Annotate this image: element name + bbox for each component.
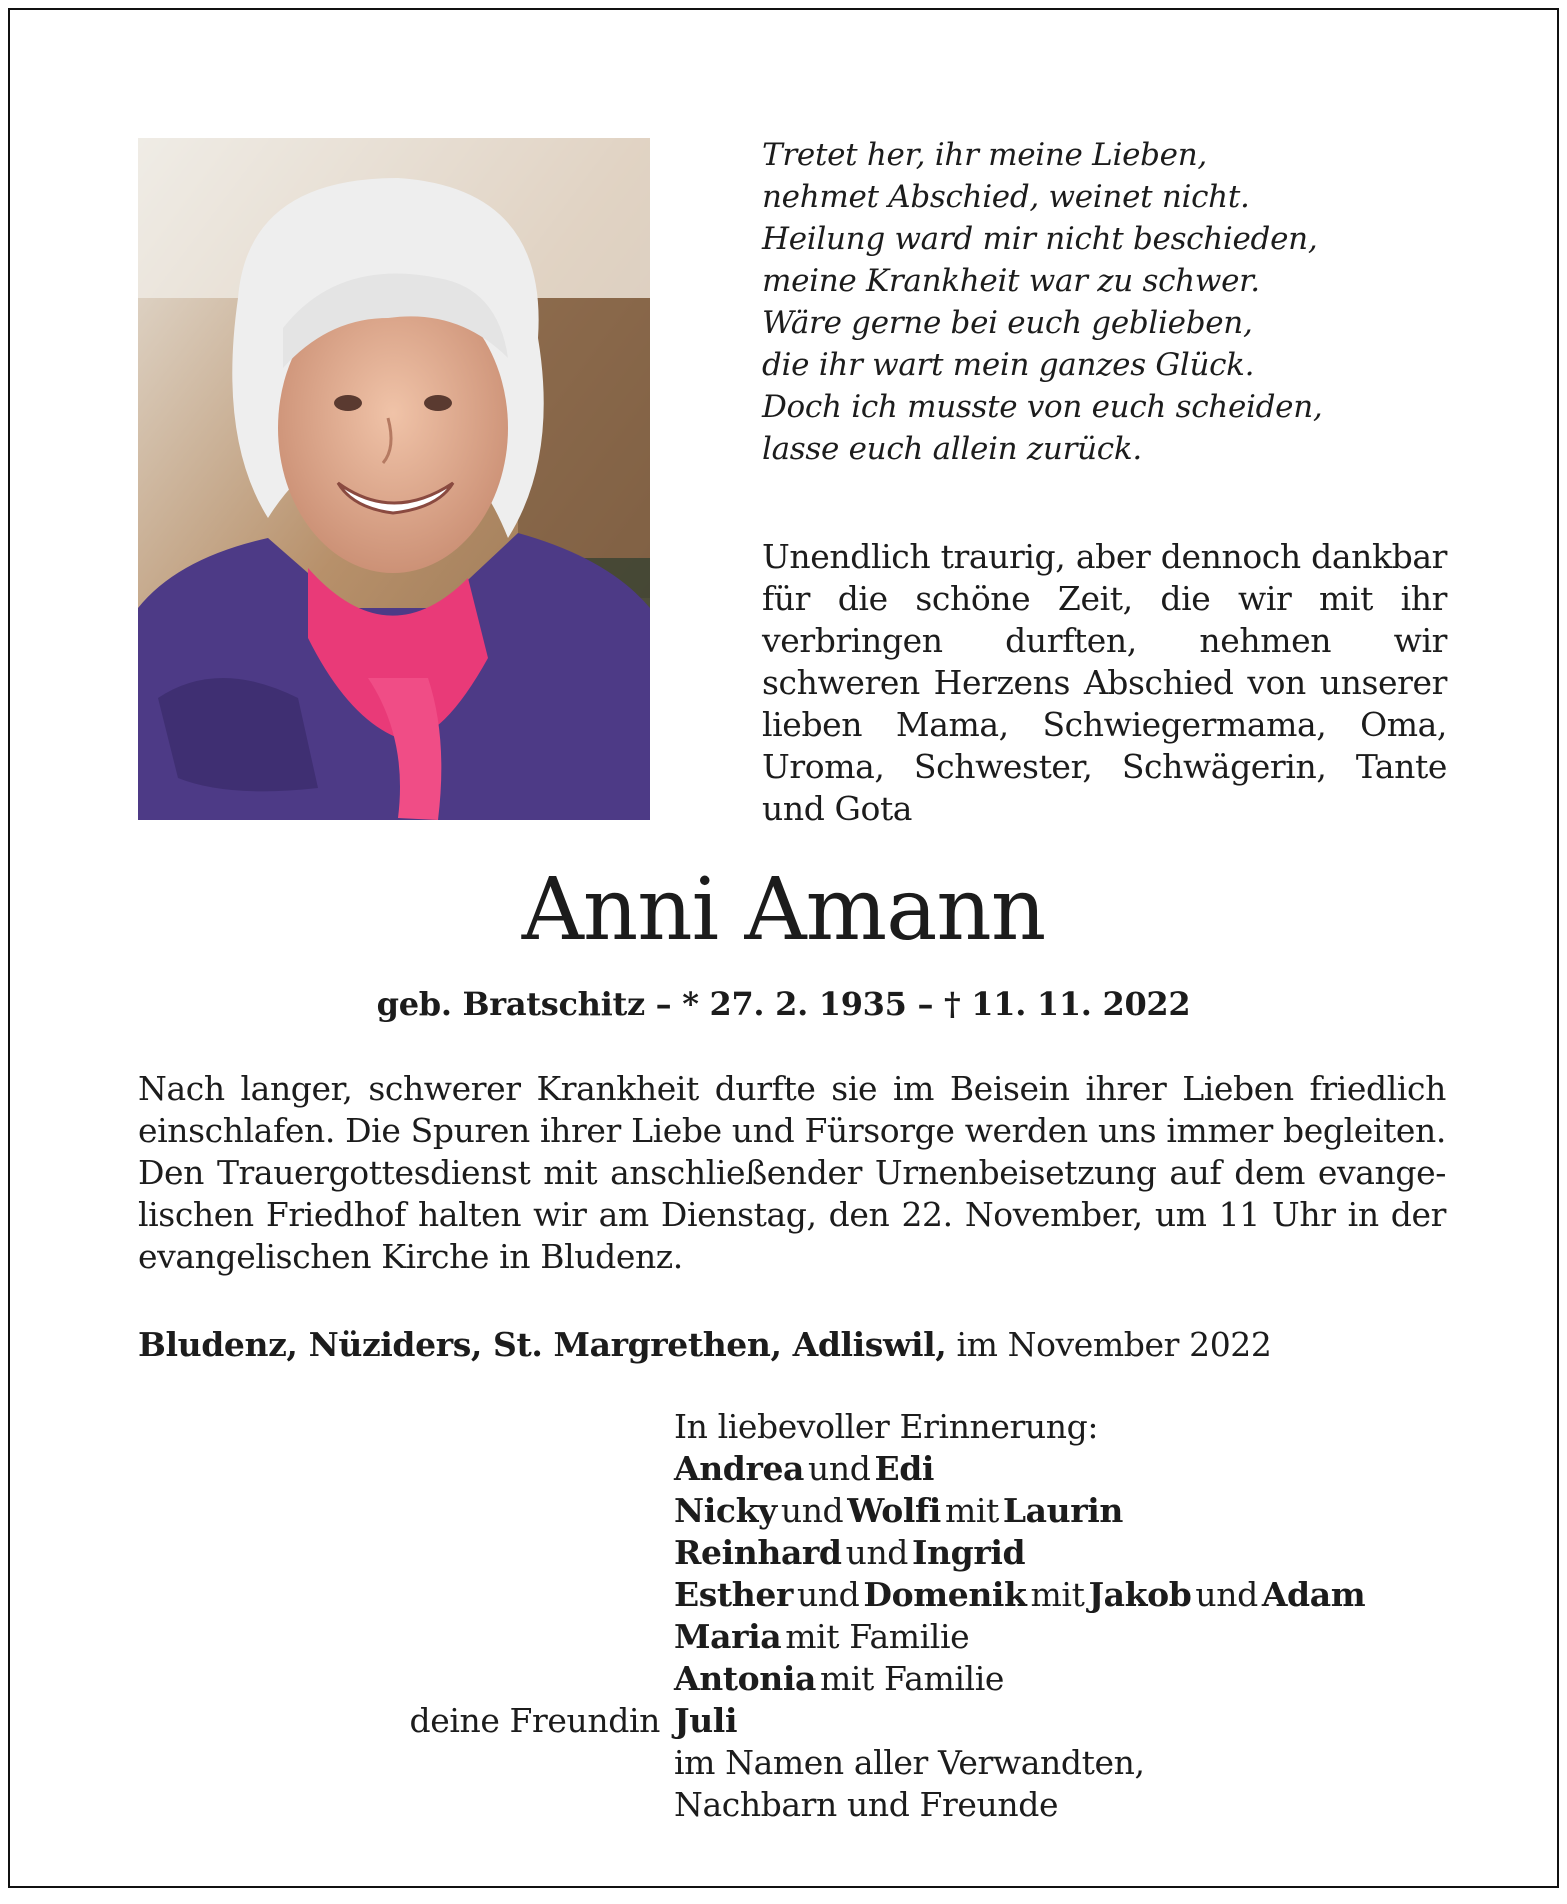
poem-line: die ihr wart mein ganzes Glück. bbox=[762, 347, 1255, 383]
connector: und bbox=[1195, 1575, 1258, 1614]
mourner-line bbox=[10, 1532, 1470, 1574]
mourner-line bbox=[10, 1700, 1470, 1742]
poem-line: meine Krankheit war zu schwer. bbox=[762, 263, 1260, 299]
mourner-line bbox=[10, 1448, 1470, 1490]
mourner-name: Reinhard bbox=[674, 1533, 842, 1572]
funeral-notice-paragraph: Nach langer, schwerer Krankheit durfte sie im Beisein ihrer Lieben friedlich einschlafen. Die Spuren ihrer Liebe und Fürsorge werden uns immer begleiten. Den Trauergottesdienst mit anschließender Urnenbeisetzung auf dem evange-lischen Friedhof halten wir am Dienstag, den 22. November, um 11 Uhr in der evangelischen Kirche in Bludenz. bbox=[138, 1069, 1446, 1276]
mourner-name: Andrea bbox=[674, 1449, 805, 1488]
portrait-illustration bbox=[138, 138, 650, 820]
portrait-photo bbox=[138, 138, 650, 820]
notice-date: im November 2022 bbox=[956, 1325, 1272, 1364]
mourner-name: Edi bbox=[874, 1449, 935, 1488]
place-names: Bludenz, Nüziders, St. Margrethen, Adliswil, bbox=[138, 1325, 947, 1364]
mourner-name: Antonia bbox=[674, 1659, 816, 1698]
connector: mit Familie bbox=[819, 1659, 1004, 1698]
poem-line: lasse euch allein zurück. bbox=[762, 431, 1142, 467]
heading-text: In liebevoller Erinnerung: bbox=[674, 1407, 1099, 1446]
mourners-list bbox=[10, 1406, 1470, 1826]
friend-prefix: deine Freundin bbox=[409, 1701, 660, 1740]
mourner-line bbox=[10, 1658, 1470, 1700]
poem-line: Wäre gerne bei euch geblieben, bbox=[762, 305, 1253, 341]
deceased-name: Anni Amann bbox=[521, 860, 1046, 960]
mourner-name: Ingrid bbox=[912, 1533, 1026, 1572]
birth-death-dates: geb. Bratschitz – * 27. 2. 1935 – † 11. 11. 2022 bbox=[376, 985, 1191, 1023]
mourner-name: Domenik bbox=[863, 1575, 1027, 1614]
connector: und bbox=[780, 1491, 844, 1530]
mourner-line bbox=[10, 1490, 1470, 1532]
closing-line bbox=[10, 1742, 1470, 1784]
connector: mit bbox=[944, 1491, 999, 1530]
mourners-heading bbox=[10, 1406, 1470, 1448]
mourner-name: Laurin bbox=[1002, 1491, 1123, 1530]
obituary-page bbox=[8, 8, 1559, 1888]
mourner-name: Maria bbox=[674, 1617, 782, 1656]
intro-paragraph: Unendlich traurig, aber dennoch dankbar für die schöne Zeit, die wir mit ihr verbringen durften, nehmen wir schweren Herzens Abschied von unserer lieben Mama, Schwiegermama, Oma, Uroma, Schwester, Schwägerin, Tante und Gota bbox=[762, 537, 1447, 828]
connector: und bbox=[796, 1575, 860, 1614]
closing-line bbox=[10, 1784, 1470, 1826]
closing-text: Nachbarn und Freunde bbox=[674, 1785, 1059, 1824]
mourner-line bbox=[10, 1574, 1470, 1616]
connector: und bbox=[808, 1449, 871, 1488]
connector: mit Familie bbox=[785, 1617, 970, 1656]
poem-line: nehmet Abschied, weinet nicht. bbox=[762, 179, 1250, 215]
mourner-name: Adam bbox=[1261, 1575, 1366, 1614]
closing-text: im Namen aller Verwandten, bbox=[674, 1743, 1145, 1782]
mourner-name: Esther bbox=[674, 1575, 793, 1614]
poem-line: Doch ich musste von euch scheiden, bbox=[762, 389, 1323, 425]
mourner-name: Nicky bbox=[674, 1491, 777, 1530]
poem-line: Heilung ward mir nicht beschieden, bbox=[762, 221, 1318, 257]
poem-line: Tretet her, ihr meine Lieben, bbox=[762, 137, 1207, 173]
connector: mit bbox=[1030, 1575, 1085, 1614]
connector: und bbox=[845, 1533, 909, 1572]
mourner-name: Jakob bbox=[1088, 1575, 1192, 1614]
place-and-date bbox=[138, 1324, 1272, 1366]
poem bbox=[762, 134, 1462, 470]
mourner-line bbox=[10, 1616, 1470, 1658]
mourner-name: Wolfi bbox=[847, 1491, 941, 1530]
mourner-name: Juli bbox=[674, 1701, 738, 1740]
